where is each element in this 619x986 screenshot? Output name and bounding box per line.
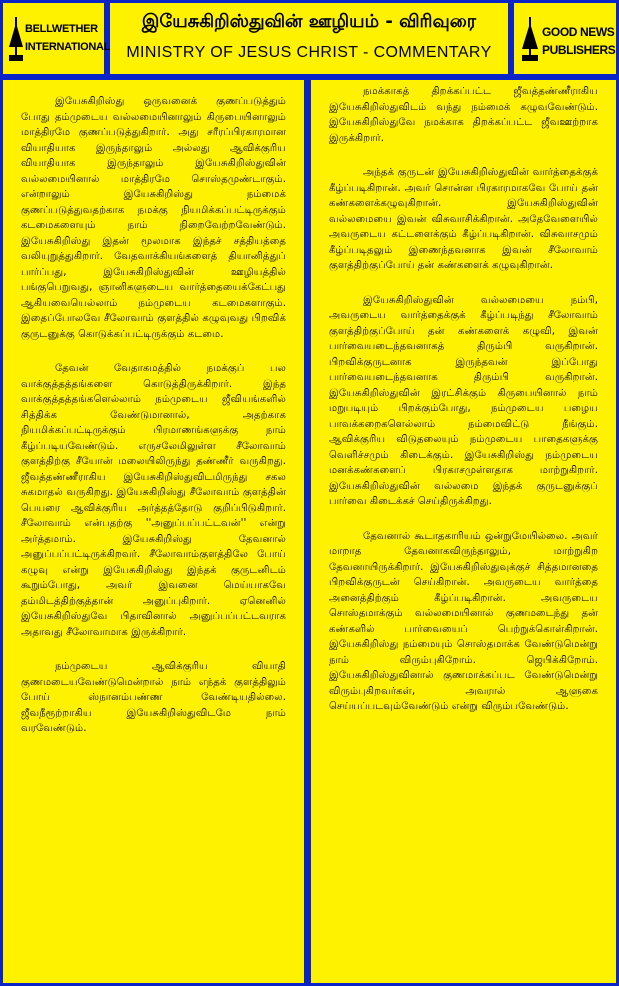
left-column [3,80,304,983]
paragraph: நமக்காகத் திறக்கப்பட்ட ஜீவத்தண்ணீராகிய இயேசுகிறிஸ்துவிடம் வந்து நம்மைக் கழுவவேண்டும். இயேசுகிறிஸ்துவே நமக்காக திறக்கப்பட்ட ஜீவஊற்றாக இருக்கிறார். [329,86,598,144]
good-news-publishers-logo [514,3,616,74]
paragraph: இயேசுகிறிஸ்து ஒருவனைக் குணப்படுத்தும் போது தம்முடைய வல்லமையினாலும் கிருபையினாலும் மாத்திரமே குணப்படுத்துகிறார். அது சரீரப்பிரகாரமான வியாதியாக இருந்தாலும் அல்லது ஆவிக்குரிய வியாதியாக இருந்தாலும் இயேசுகிறிஸ்துவின் வல்லமையினால் மாத்திரமே சொஸ்தமுண்டாகும். என்றாலும் இயேசுகிறிஸ்து நம்மைக் குணப்படுத்துவதற்காக நமக்கு நியமிக்கப்பட்டிருக்கும் கடமைகளையும் நாம் நிறைவேற்றவேண்டும். இயேசுகிறிஸ்து இதன் மூலமாக இந்தச் சத்தியத்தை வலியுறுத்துகிறார். வேதவாக்கியங்களைத் தியானித்துப் பார்ப்பது, இயேசுகிறிஸ்துவின் ஊழியத்தில் பங்குபெறுவது, ஞானிகளுடைய வார்த்தையைக்கேட்பது ஆகியவையெல்லாம் நம்முடைய கடமைகளாகும். இதைப்போலவே சீலோவாம் குளத்தில் கழுவுவது பிறவிக் குருடனுக்கு கொடுக்கப்பட்டிருக்கும் கடமை. [21,96,286,340]
paragraph: நம்முடைய ஆவிக்குரிய வியாதி குணமடையவேண்டுமென்றால் நாம் எந்தக் குளத்திலும் போய் ஸ்நானம்பண்ண வேண்டியதில்லை. ஜீவநீரூற்றாகிய இயேசுகிறிஸ்துவிடமே நாம் வரவேண்டும். [21,661,286,734]
page-title-tamil: இயேசுகிறிஸ்துவின் ஊழியம் - விரிவுரை [141,11,477,32]
logo-right-line1: GOOD NEWS [542,25,615,39]
logo-left-line1: BELLWETHER [25,23,98,35]
paragraph: தேவனால் கூடாதகாரியம் ஒன்றுமேயில்லை. அவர் மாறாத தேவனாகவிருந்தாலும், மாற்றுகிற தேவனாயிருக்கிறார். இயேசுகிறிஸ்துவுக்குச் சித்தமானதை பிறவிக்குருடன் செய்கிறான். அவருடைய வார்த்தை அனைத்திற்கும் கீழ்ப்படிகிறான். அவருடைய சொஸ்தமாக்கும் வல்லமையினால் குணமடைந்து தன் கண்களில் பார்வையைப் பெற்றுக்கொள்கிறான். இயேசுகிறிஸ்து நம்மையும் சொஸ்தமாக்க வேண்டுமென்று நாம் விரும்புகிறோம். ஜெபிக்கிறோம். இயேசுகிறிஸ்துவினால் குணமாக்கப்பட வேண்டுமென்று விரும்புகிறவர்கள், அவரால் ஆளுகை செய்யப்படவும்வேண்டும் என்று விரும்பவேண்டும். [329,530,598,712]
right-column [311,80,616,983]
logo-left-line2: INTERNATIONAL [25,41,111,53]
logo-right-line2: PUBLISHERS [542,43,616,57]
page-title-english: MINISTRY OF JESUS CHRIST - COMMENTARY [126,44,492,61]
header-title-box [110,3,508,74]
lighthouse-icon [9,17,23,61]
bellwether-logo [3,3,111,74]
paragraph: அந்தக் குருடன் இயேசுகிறிஸ்துவின் வார்த்தைக்குக் கீழ்ப்படிகிறான். அவர் சொன்ன பிரகாரமாகவே போய் தன் கண்களைக்கழுவுகிறான். இயேசுகிறிஸ்துவின் வல்லமையை இவன் விசுவாசிக்கிறான். அதேவேளையில் அவருடைய கட்டளைக்கும் கீழ்ப்படிகிறான். விசுவாசமும் கீழ்ப்படிதலும் இணைந்தவனாக இவன் சீலோவாம் குளத்திற்குப்போய் தன் கண்களைக் கழுவுகிறான். [329,167,598,271]
paragraph: தேவன் வேதாகமத்தில் நமக்குப் பல வாக்குத்தத்தங்களை கொடுத்திருக்கிறார். இந்த வாக்குத்தத்தங்களெல்லாம் நம்முடைய ஜீவியங்களில் சித்திக்க வேண்டுமானால், அதற்காக நியமிக்கப்பட்டிருக்கும் பிரமாணங்களுக்கு நாம் கீழ்ப்படியவேண்டும். எருசலேமிலுள்ள சீலோவாம் குளத்திற்கு சீயோன் மலையிலிருந்து தண்ணீர் வருகிறது. ஜீவத்தண்ணீராகிய இயேசுகிறிஸ்துவிடமிருந்து சகல சுகமாதல் வருகிறது. இயேசுகிறிஸ்து சீலோவாம் குளத்தின் பெயரை ஆவிக்குரிய அர்த்தத்தோடு குறிப்பிடுகிறார். சீலோவாம் என்பதற்கு ''அனுப்பப்பட்டவன்'' என்று அர்த்தமாம். இயேசுகிறிஸ்து தேவனால் அனுப்பப்பட்டிருக்கிறவர். சீலோவாம்குளத்திலே போய் கழுவு என்று இயேசுகிறிஸ்து இந்தக் குருடனிடம் கூறும்போது, அவர் இவனை மெய்யாகவே தம்மிடத்திற்குத்தான் அனுப்புகிறார். ஏனெனில் இயேசுகிறிஸ்துவே பிதாவினால் அனுப்பப்பட்டவராக அதாவது சீலோவாமாக இருக்கிறார். [21,363,286,638]
lighthouse-icon [522,17,538,61]
paragraph: இயேசுகிறிஸ்துவின் வல்லமையை நம்பி, அவருடைய வார்த்தைக்குக் கீழ்ப்படிந்து சீலோவாம் குளத்திற்குப்போய் தன் கண்களைக் கழுவி, இவன் பார்வையடைந்தவனாகத் திரும்பி வருகிறான். பிறவிக்குருடனாக இருந்தவன் இப்போது பார்வையடைந்தவனாக திரும்பி வருகிறான். இயேசுகிறிஸ்துவின் இரட்சிக்கும் கிருபையினால் நாம் மறுபடியும் பிறக்கும்போது, நம்முடைய பழைய பாவக்கறைகளெல்லாம் நம்மைவிட்டு நீங்கும். ஆவிக்குரிய விடுதலையும் நம்முடைய பாதைகளுக்கு வெளிச்சமும் கிடைக்கும். இயேசுகிறிஸ்து நம்முடைய மனக்கண்களைப் பிரகாசமுள்ளதாக மாற்றுகிறார். இயேசுகிறிஸ்துவின் வல்லமை இந்தக் குருடனுக்குப் பார்வை கிடைக்கச் செய்திருக்கிறது. [329,294,598,507]
